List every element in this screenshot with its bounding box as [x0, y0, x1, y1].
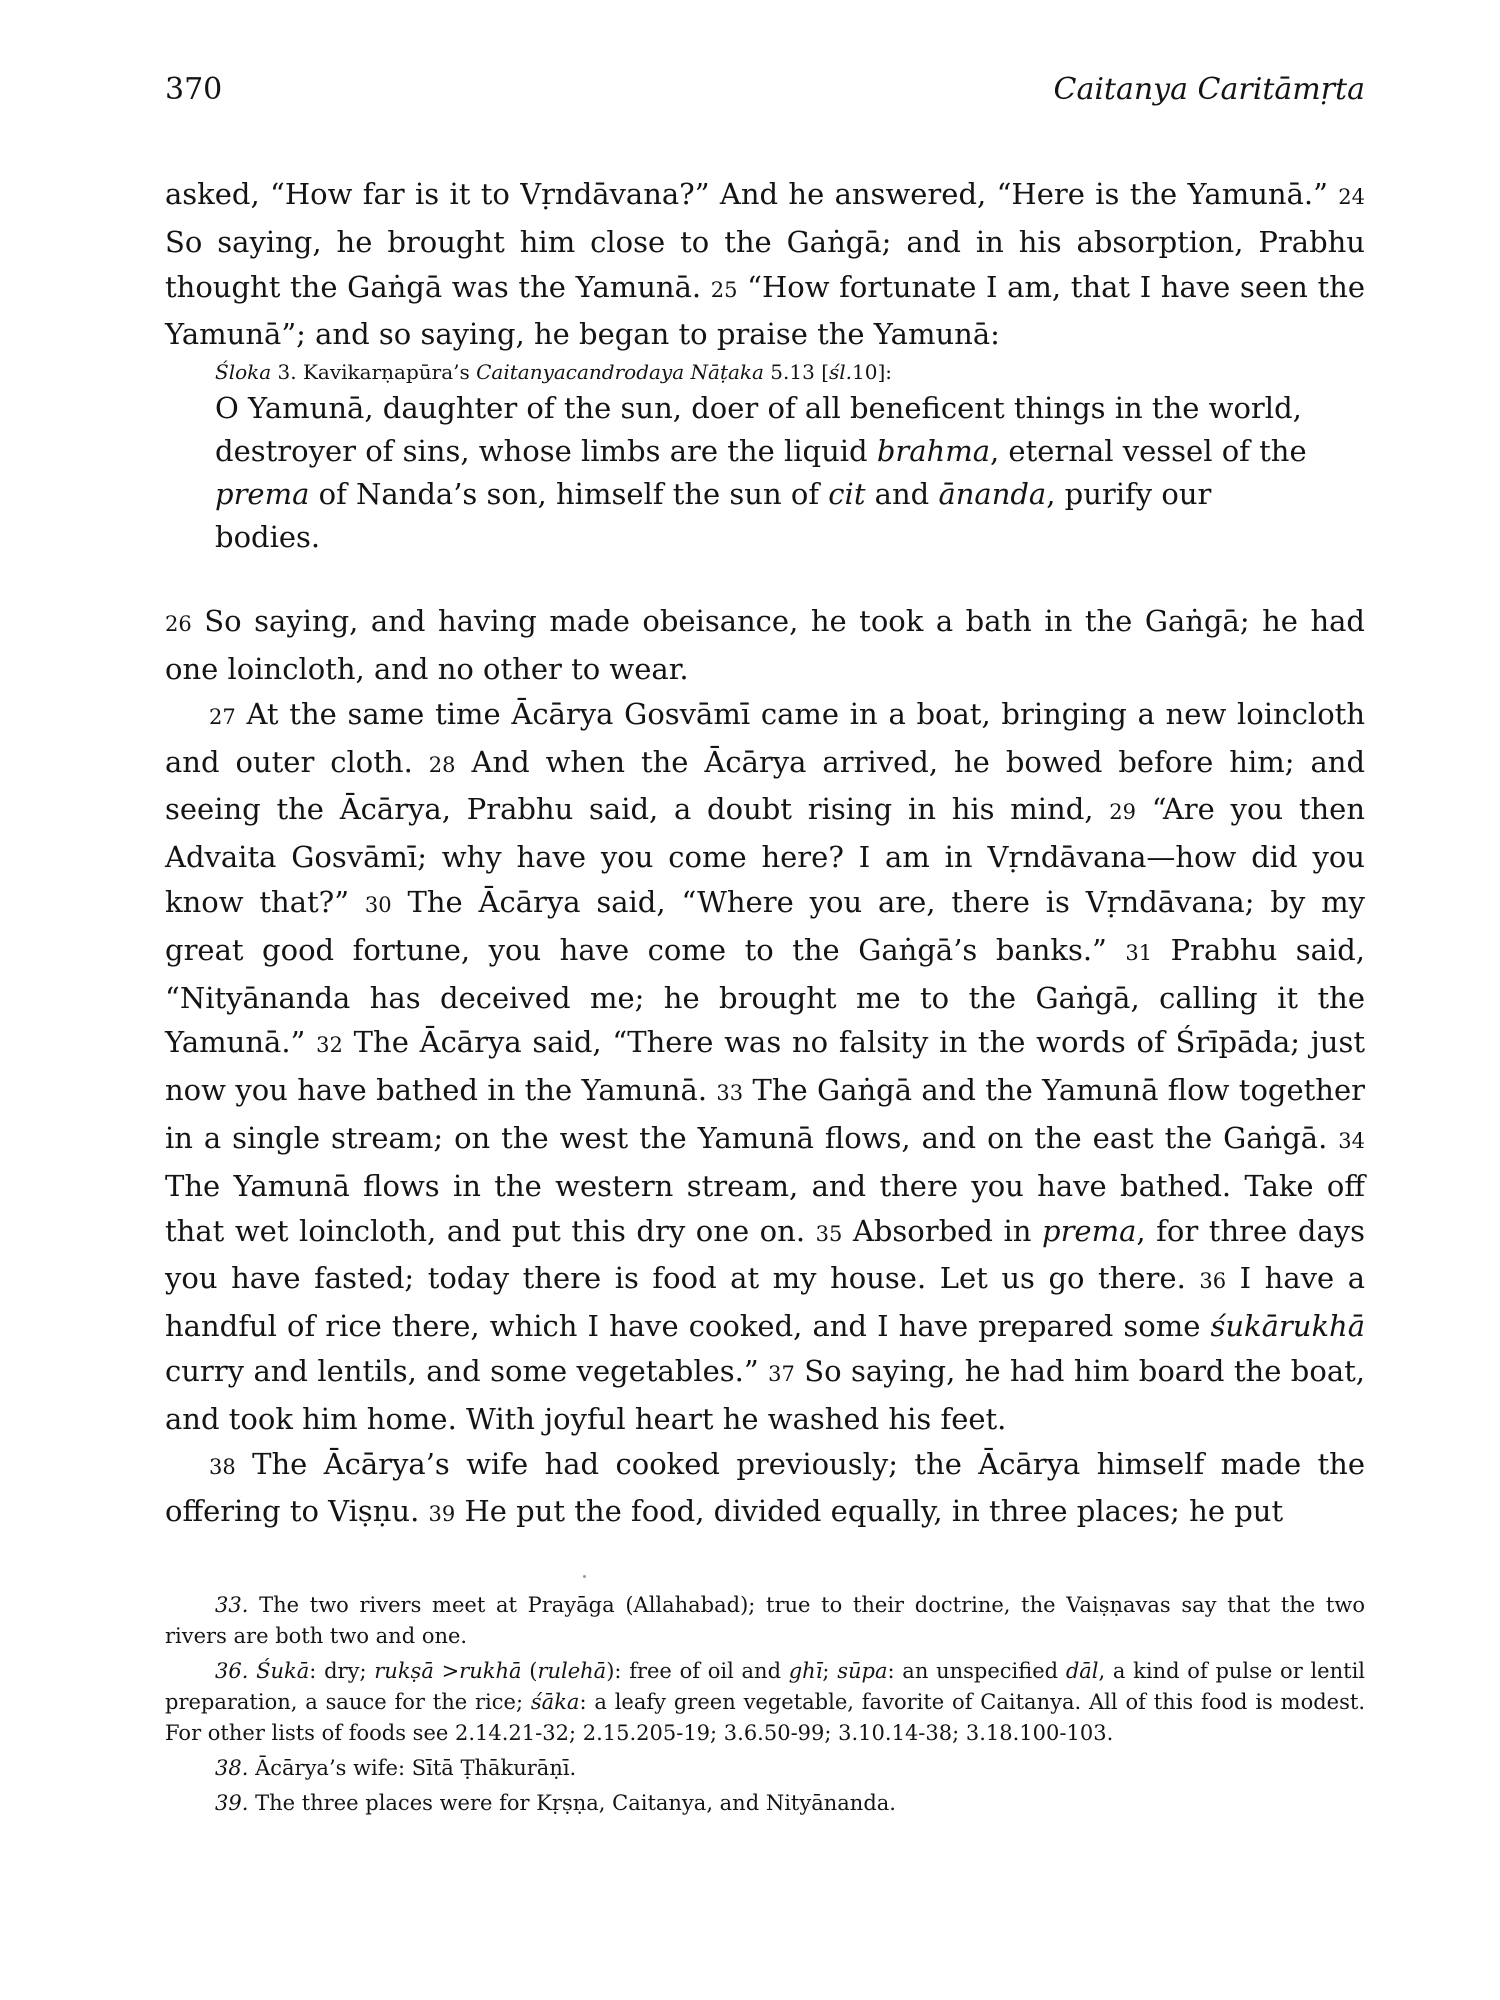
footnote-36 — [165, 1656, 1365, 1749]
text-run: and — [865, 477, 939, 512]
text-run: I have a handful of rice there, which I have cooked, and I have prepared some — [165, 1261, 1365, 1344]
text-run: 3. Kavikarṇapūra’s — [271, 360, 477, 385]
text-run: And when the Ācārya arrived, he bowed before him; and seeing the Ācārya, Prabhu said, a doubt rising in his mind, — [165, 744, 1366, 827]
text-run — [248, 1659, 256, 1683]
running-title: Caitanya Caritāmṛta — [1053, 72, 1365, 107]
main-text — [165, 172, 1365, 1537]
text-run: The two rivers meet at Prayāga (Allahabad); true to their doctrine, the Vaiṣṇavas say that the two rivers are both two and one. — [165, 1593, 1365, 1648]
text-run: “Are you then Advaita Gosvāmī; why have you come here? I am in Vṛndāvana—how did you know that?” — [165, 792, 1365, 919]
text-run: rulehā — [537, 1659, 607, 1683]
text-run: Ācārya’s wife: Sītā Ṭhākurāṇī. — [248, 1756, 577, 1780]
verse-number: 39 — [428, 1502, 456, 1527]
text-run: rukhā — [459, 1659, 522, 1683]
text-run: The Ācārya said, “Where you are, there is Vṛndāvana; by my great good fortune, you have come to the Gaṅgā’s banks.” — [165, 884, 1365, 967]
verse-number: 32 — [316, 1033, 343, 1058]
text-run: asked, “How far is it to Vṛndāvana?” And he answered, “Here is the Yamunā.” — [165, 177, 1339, 211]
text-run: So saying, he brought him close to the Gaṅgā; and in his absorption, Prabhu thought the Gaṅgā was the Yamunā. — [165, 224, 1365, 304]
text-run: Śukā — [256, 1659, 310, 1683]
text-run: “How fortunate I am, that I have seen the Yamunā”; and so saying, he began to praise the Yamunā: — [165, 269, 1365, 352]
footnote-39 — [165, 1788, 1365, 1819]
text-run: prema — [215, 477, 310, 512]
text-run: Śloka — [215, 360, 272, 385]
text-run: Absorbed in — [842, 1213, 1042, 1248]
text-run: : an unspecified — [887, 1659, 1066, 1683]
text-run: rukṣā — [374, 1659, 434, 1683]
text-run: ( — [521, 1659, 538, 1683]
page-number: 370 — [165, 72, 223, 107]
verse-number: 26 — [165, 612, 192, 637]
verse-number: 33 — [716, 1081, 744, 1106]
text-run: : dry; — [309, 1659, 375, 1683]
text-run: , purify our bodies. — [215, 477, 1212, 555]
text-run: prema — [1042, 1213, 1137, 1248]
text-run: , a kind of pulse or lentil preparation, a sauce for the rice; — [165, 1659, 1365, 1714]
footnotes — [165, 1590, 1365, 1823]
text-run: curry and lentils, and some vegetables.” — [165, 1353, 769, 1388]
text-run: brahma — [876, 434, 990, 469]
text-run: O Yamunā, daughter of the sun, doer of all beneficent things in the world, destroyer of sins, whose limbs are the liquid — [215, 391, 1302, 469]
footnote-label: 33. — [215, 1593, 249, 1617]
verse-number: 30 — [364, 892, 392, 917]
verse-number: 24 — [1338, 185, 1365, 209]
text-run: Caitanyacandrodaya Nāṭaka — [476, 360, 764, 385]
text-run: , for three days you have fasted; today there is food at my house. Let us go there. — [165, 1213, 1366, 1296]
text-run: Prabhu said, “Nityānanda has deceived me; he brought me to the Gaṅgā, calling it the Yamunā.” — [165, 932, 1366, 1060]
text-run: The Yamunā flows in the western stream, and there you have bathed. Take off that wet loincloth, and put this dry one on. — [165, 1168, 1365, 1248]
text-run: śāka — [530, 1690, 580, 1714]
text-run: 5.13 [ — [763, 360, 830, 385]
text-run: The Ācārya’s wife had cooked previously; the Ācārya himself made the offering to Viṣṇu. — [165, 1446, 1365, 1529]
text-run: sūpa — [837, 1659, 888, 1683]
verse-number: 34 — [1338, 1128, 1365, 1153]
verse-number: 36 — [1199, 1269, 1227, 1294]
text-run: cit — [828, 477, 866, 512]
text-run: > — [433, 1659, 460, 1683]
verse-quotation — [215, 357, 1315, 559]
text-run: So saying, he had him board the boat, and took him home. With joyful heart he washed his feet. — [165, 1353, 1365, 1436]
text-run: The three places were for Kṛṣṇa, Caitanya, and Nityānanda. — [248, 1791, 896, 1815]
paragraph-1 — [165, 172, 1365, 357]
verse-number: 27 — [209, 704, 236, 729]
text-run: dāl — [1065, 1659, 1099, 1683]
paragraph-2 — [165, 599, 1365, 692]
footnote-separator — [583, 1575, 586, 1578]
text-run: śl. — [829, 360, 853, 385]
verse-number: 31 — [1125, 940, 1153, 965]
verse-number: 29 — [1109, 800, 1136, 825]
text-run: ; — [822, 1659, 838, 1683]
text-run: So saying, and having made obeisance, he took a bath in the Gaṅgā; he had one loincloth, and no other to wear. — [165, 604, 1365, 686]
footnote-label: 39. — [215, 1791, 249, 1815]
footnote-38 — [165, 1753, 1365, 1784]
quotation-source — [215, 357, 1315, 387]
text-run: At the same time Ācārya Gosvāmī came in a boat, bringing a new loincloth and outer cloth. — [165, 696, 1365, 779]
verse-number: 37 — [768, 1361, 795, 1386]
text-run: He put the food, divided equally, in three places; he put — [455, 1494, 1284, 1529]
text-run: ghī — [788, 1659, 823, 1683]
paragraph-3 — [165, 692, 1365, 1442]
text-run: 10]: — [852, 360, 893, 385]
text-run: The Gaṅgā and the Yamunā flow together in a single stream; on the west the Yamunā flows, and on the east the Gaṅgā. — [165, 1073, 1365, 1155]
verse-number: 28 — [428, 752, 456, 777]
footnote-label: 36. — [215, 1659, 249, 1683]
paragraph-4 — [165, 1442, 1365, 1538]
text-run: ): free of oil and — [606, 1659, 789, 1683]
verse-number: 25 — [710, 277, 738, 302]
text-run: ānanda — [938, 477, 1047, 512]
text-run: : a leafy green vegetable, favorite of Caitanya. All of this food is modest. For other lists of foods see 2.14.21-32; 2.15.205-19; 3.6.50-99; 3.10.14-38; 3.18.100-103. — [165, 1690, 1365, 1745]
verse-number: 35 — [815, 1221, 843, 1246]
text-run: śukārukhā — [1210, 1309, 1365, 1344]
verse-number: 38 — [209, 1454, 236, 1479]
quotation-text — [215, 387, 1315, 559]
text-run: The Ācārya said, “There was no falsity in the words of Śrīpāda; just now you have bathed in the Yamunā. — [165, 1025, 1365, 1108]
text-run: , eternal vessel of the — [990, 434, 1307, 469]
running-header — [165, 72, 1365, 122]
footnote-label: 38. — [215, 1756, 249, 1780]
text-run: of Nanda’s son, himself the sun of — [309, 477, 829, 512]
footnote-33 — [165, 1590, 1365, 1652]
